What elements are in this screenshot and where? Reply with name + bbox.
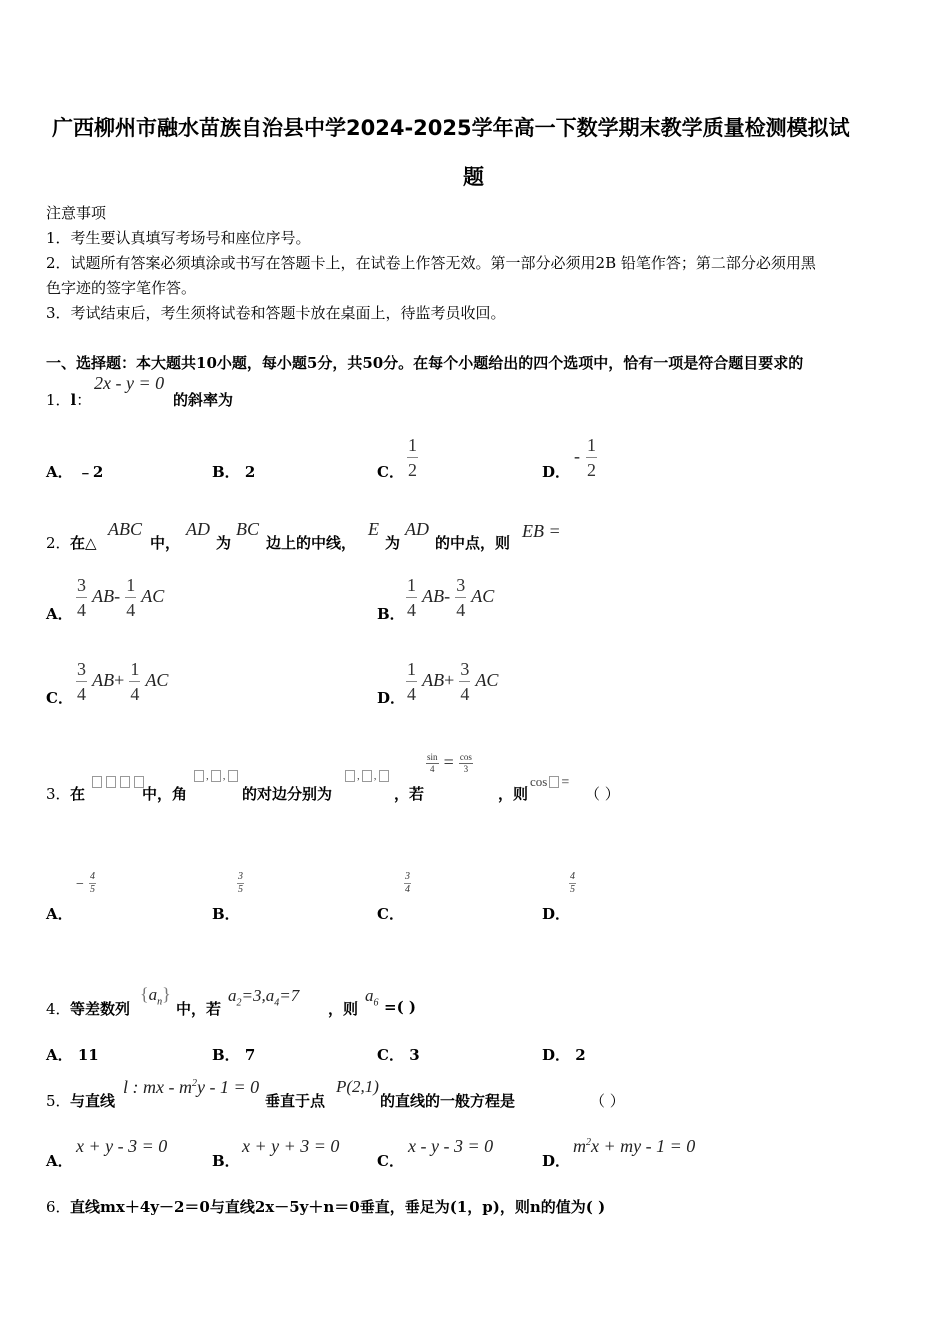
q4-text-2: 中，若 [176, 1000, 222, 1018]
notice-item-2: 2．试题所有答案必须填涂或书写在答题卡上，在试卷上作答无效。第一部分必须用2B 铅笔作答；第二部分必须用黑 [46, 254, 816, 272]
q2-math-ad-2: AD [405, 519, 429, 539]
q3-option-a-label: A． [46, 905, 73, 923]
option-text: 3 [409, 1046, 420, 1064]
q1-option-d-fraction: $\frac{1}{2}$ [587, 435, 596, 480]
q6-number: 6． [46, 1198, 71, 1216]
q5-text-1: 与直线 [70, 1092, 116, 1110]
q3-option-b-label: B． [212, 905, 240, 923]
q4-condition: $a_2=3,a_4=7$ [228, 986, 300, 1009]
q4-option-a [46, 1044, 99, 1065]
q5-point: P(2,1) [336, 1077, 379, 1096]
question-number: 1． [46, 391, 71, 409]
q3-paren: （ ） [585, 785, 620, 803]
q1-option-d-sign: - [574, 446, 580, 466]
q2-option-d-expr: $\frac{1}{4}$ AB+ $\frac{3}{4}$ AC [407, 659, 499, 704]
q5-option-a-text: x + y - 3 = 0 [76, 1136, 168, 1156]
q5-number: 5． [46, 1092, 71, 1110]
q2-text-1: 在△ [70, 534, 97, 552]
q4-option-c [377, 1044, 420, 1065]
notice-item-3: 3．考试结束后，考生须将试卷和答题卡放在桌面上，待监考员收回。 [46, 304, 506, 322]
q3-option-d-value: $\frac{4}{5}$ [570, 871, 575, 895]
q1-option-d-label: D． [542, 463, 571, 481]
q2-math-eb: EB = [522, 521, 561, 541]
q4-text-4: =( ) [384, 998, 416, 1016]
q2-text-4: 边上的中线， [266, 534, 357, 552]
q2-option-b-expr: $\frac{1}{4}$ AB- $\frac{3}{4}$ AC [407, 575, 495, 620]
q4-number: 4． [46, 1000, 71, 1018]
q5-option-b-text: x + y + 3 = 0 [242, 1136, 340, 1156]
q2-math-abc: ABC [108, 519, 142, 539]
q3-option-b-value: $\frac{3}{5}$ [238, 871, 243, 895]
q3-text-5: ，则 [498, 785, 529, 803]
q2-option-a-label: A． [46, 605, 73, 623]
q3-option-c-value: $\frac{3}{4}$ [405, 871, 410, 895]
q3-text-2: 中，角 [142, 785, 188, 803]
q2-math-bc: BC [236, 519, 260, 539]
q1-tail: 的斜率为 [173, 391, 234, 409]
q4-text-1: 等差数列 [70, 1000, 131, 1018]
option-label: B． [212, 463, 240, 481]
option-text: 2 [244, 463, 256, 481]
notice-item-2-cont: 色字迹的签字笔作答。 [46, 279, 197, 297]
q3-option-a-value: − $\frac{4}{5}$ [76, 871, 95, 895]
q1-option-b [212, 461, 255, 482]
q5-option-c-text: x - y - 3 = 0 [408, 1136, 494, 1156]
q2-math-ad: AD [186, 519, 210, 539]
q2-option-c-expr: $\frac{3}{4}$ AB+ $\frac{1}{4}$ AC [77, 659, 169, 704]
q3-option-d-label: D． [542, 905, 571, 923]
q5-option-d-label: D． [542, 1152, 571, 1170]
q2-text-6: 的中点，则 [435, 534, 511, 552]
q2-option-a-expr: $\frac{3}{4}$ AB- $\frac{1}{4}$ AC [77, 575, 165, 620]
q2-text-5: 为 [385, 534, 401, 552]
q3-sides-placeholder: , , [343, 770, 391, 782]
q1-equation: 2x - y = 0 [94, 373, 165, 393]
exam-title-line1: 广西柳州市融水苗族自治县中学2024-2025学年高一下数学期末教学质量检测模拟试 [52, 116, 850, 140]
option-label: A． [46, 463, 73, 481]
q5-line-equation: l : mx - $m^2y - 1 = 0$ [123, 1077, 260, 1097]
q1-option-c-label: C． [377, 463, 404, 481]
q3-triangle-placeholder [90, 771, 146, 790]
q5-option-c-label: C． [377, 1152, 404, 1170]
q5-option-a-label: A． [46, 1152, 73, 1170]
q1-option-c-fraction: $\frac{1}{2}$ [408, 435, 417, 480]
q3-text-3: 的对边分别为 [242, 785, 333, 803]
q3-angles-placeholder: , , [192, 770, 240, 782]
question-1 [46, 389, 91, 410]
q3-condition: $\frac{\sin}{4}$ = $\frac{\cos}{3}$ [427, 752, 472, 774]
option-text: 11 [77, 1046, 99, 1064]
q5-paren: （ ） [590, 1092, 625, 1110]
q2-number: 2． [46, 534, 71, 552]
q2-option-d-label: D． [377, 689, 406, 707]
notice-item-1: 1．考生要认真填写考场号和座位序号。 [46, 229, 311, 247]
q2-option-b-label: B． [377, 605, 405, 623]
option-label: D． [542, 1046, 571, 1064]
q5-text-3: 的直线的一般方程是 [380, 1092, 516, 1110]
q4-sequence: $\{a_n\}$ [140, 984, 171, 1008]
q4-option-d [542, 1044, 586, 1065]
q2-text-2: 中， [150, 534, 181, 552]
option-text: 7 [244, 1046, 256, 1064]
exam-title-line2: 题 [463, 165, 484, 189]
q4-option-b [212, 1044, 255, 1065]
option-label: B． [212, 1046, 240, 1064]
q5-option-b-label: B． [212, 1152, 240, 1170]
q3-text-4: ，若 [394, 785, 425, 803]
q4-ask: $a_6$ [365, 986, 379, 1009]
q2-option-c-label: C． [46, 689, 73, 707]
option-text: ﹣2 [77, 463, 104, 481]
q4-text-3: ，则 [328, 1000, 359, 1018]
section-heading: 一、选择题：本大题共10小题，每小题5分，共50分。在每个小题给出的四个选项中，恰有一项是符合题目要求的 [46, 354, 804, 372]
q3-cos-expr: cos = [530, 774, 570, 790]
q2-math-e: E [368, 519, 379, 539]
line-label: l [70, 391, 77, 409]
q5-text-2: 垂直于点 [265, 1092, 326, 1110]
q3-number: 3． [46, 785, 71, 803]
q1-option-a [46, 461, 103, 482]
colon: ： [76, 391, 92, 409]
q2-text-3: 为 [216, 534, 232, 552]
option-label: C． [377, 1046, 404, 1064]
q6-text: 直线mx＋4y－2＝0与直线2x－5y＋n＝0垂直，垂足为(1，p)，则n的值为( ) [70, 1198, 606, 1216]
option-text: 2 [575, 1046, 586, 1064]
q3-text-1: 在 [70, 785, 86, 803]
option-label: A． [46, 1046, 73, 1064]
notice-heading: 注意事项 [46, 204, 107, 222]
q3-option-c-label: C． [377, 905, 404, 923]
q5-option-d-text: $m^2x$ + my - 1 = 0 [573, 1136, 696, 1156]
